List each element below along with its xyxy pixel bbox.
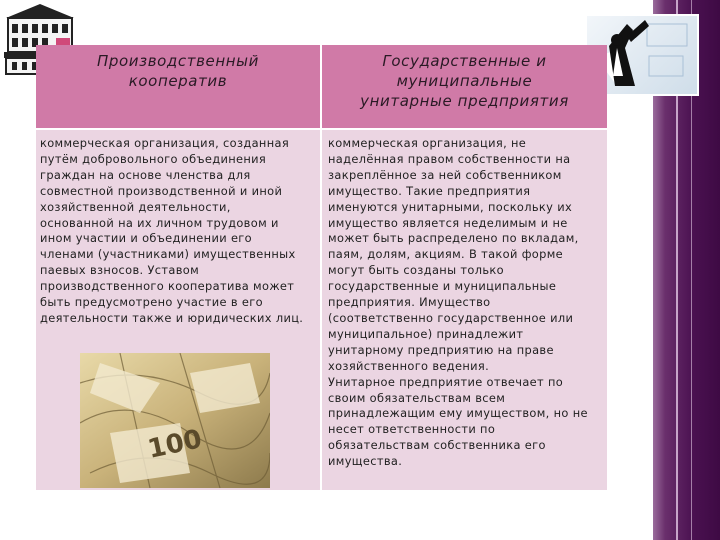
header-text: Государственные и муниципальные унитарные предприятия [360, 52, 569, 110]
header-unitary-enterprises [322, 45, 607, 128]
header-production-cooperative [36, 45, 320, 128]
cell-unitary-enterprises: коммерческая организация, не наделённая правом собственности на закреплённое за ней собственником имущество. Такие предприятия именуются унитарными, поскольку их имущество является неделимым и не может быть распределено по вкладам, паям, долям, акциям. В такой форме могут быть созданы только государственные и муниципальные предприятия. Имущество (соответственно государственное или муниципальное) принадлежит унитарному предприятию на праве хозяйственного ведения. Унитарное предприятие отвечает по своим обязательствам всем принадлежащим ему имуществом, но не несет ответственности по обязательствам собственника его имущества. [322, 130, 607, 490]
header-text: Производственный кооператив [97, 52, 259, 90]
money-photo [80, 353, 270, 488]
cell-production-cooperative: коммерческая организация, созданная путём добровольного объединения граждан на основе членства для совместной производственной и иной хозяйственной деятельности, основанной на их личном трудовом и ином участии и объединении его членами (участниками) имущественных паевых взносов. Уставом производственного кооператива может быть предусмотрено участие в его деятельности также и юридических лиц. [36, 130, 320, 490]
banknote-number: 100 [145, 424, 205, 465]
